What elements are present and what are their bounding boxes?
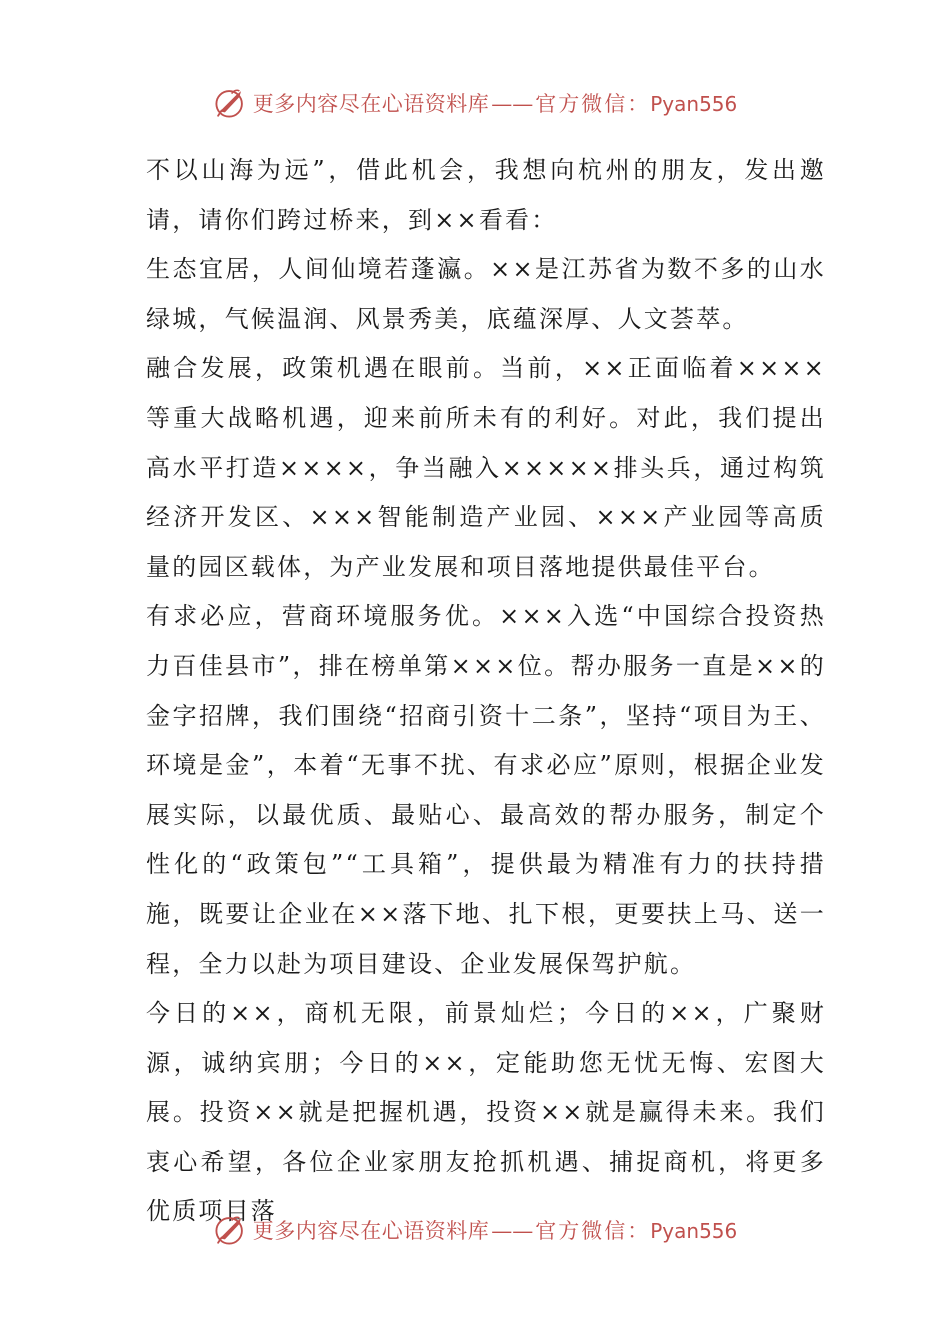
paragraph: 有求必应，营商环境服务优。×××入选“中国综合投资热力百佳县市”，排在榜单第×××位。帮办服务一直是××的金字招牌，我们围绕“招商引资十二条”，坚持“项目为王、环境是金”，本着“无事不扰、有求必应”原则，根据企业发展实际，以最优质、最贴心、最高效的帮办服务，制定个性化的“政策包”“工具箱”，提供最为精准有力的扶持措施，既要让企业在××落下地、扎下根，更要扶上马、送一程，全力以赴为项目建设、企业发展保驾护航。 [146,602,826,978]
pen-nib-logo-icon [213,86,247,120]
watermark-dash: —— [491,92,534,116]
watermark-wechat-label: 官方微信： [535,92,651,116]
document-body [146,146,826,1237]
watermark-wechat-id: Pyan556 [650,1219,738,1243]
paragraph: 融合发展，政策机遇在眼前。当前，××正面临着××××等重大战略机遇，迎来前所未有的利好。对此，我们提出高水平打造××××，争当融入×××××排头兵，通过构筑经济开发区、×××智能制造产业园、×××产业园等高质量的园区载体，为产业发展和项目落地提供最佳平台。 [146,354,826,581]
watermark-wechat-label: 官方微信： [535,1219,651,1243]
watermark-dash: —— [491,1219,534,1243]
footer-watermark-banner [0,1210,950,1250]
pen-nib-logo-icon [213,1213,247,1247]
watermark-wechat-id: Pyan556 [650,92,738,116]
paragraph: 不以山海为远”，借此机会，我想向杭州的朋友，发出邀请，请你们跨过桥来，到××看看： [146,156,826,234]
watermark-brand-text: 更多内容尽在心语资料库 [252,1219,490,1243]
watermark-brand-text: 更多内容尽在心语资料库 [252,92,490,116]
header-watermark-banner [0,83,950,123]
paragraph: 生态宜居，人间仙境若蓬瀛。××是江苏省为数不多的山水绿城，气候温润、风景秀美，底蕴深厚、人文荟萃。 [146,255,826,333]
paragraph: 今日的××，商机无限，前景灿烂；今日的××，广聚财源，诚纳宾朋；今日的××，定能助您无忧无悔、宏图大展。投资××就是把握机遇，投资××就是赢得未来。我们衷心希望，各位企业家朋友抢抓机遇、捕捉商机，将更多优质项目落 [146,999,826,1226]
